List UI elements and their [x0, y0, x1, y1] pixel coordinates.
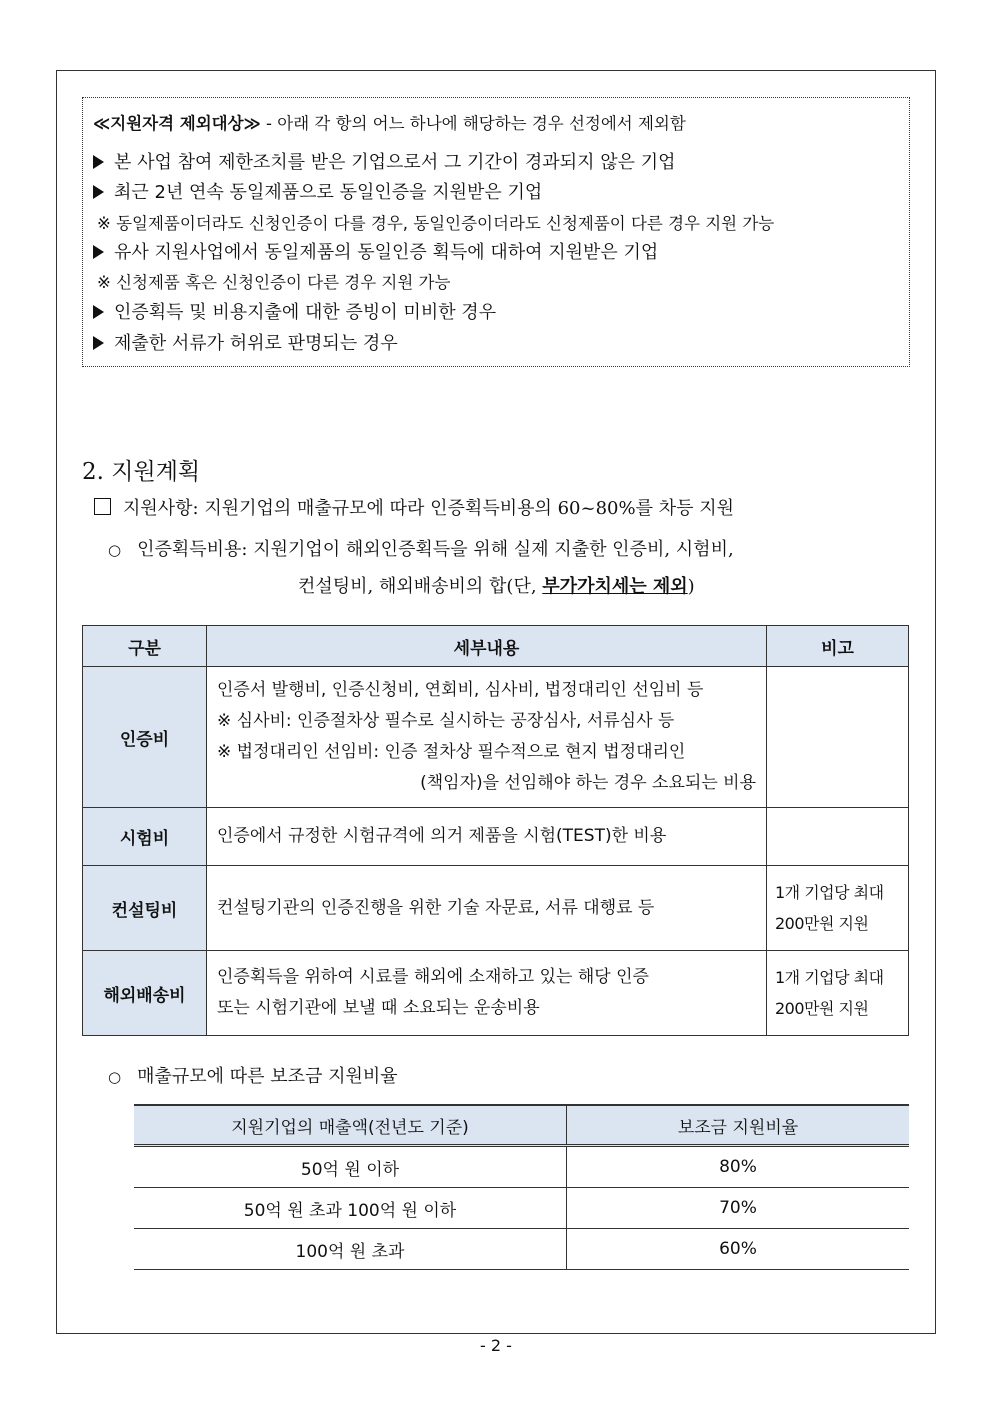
category-cell: 해외배송비 — [83, 951, 207, 1036]
category-cell: 시험비 — [83, 808, 207, 866]
exclusion-note: ※ 신청제품 혹은 신청인증이 다른 경우 지원 가능 — [97, 273, 451, 292]
cost-line-continued: 컨설팅비, 해외배송비의 합(단, 부가가치세는 제외) — [298, 576, 695, 597]
exclusion-header: ≪지원자격 제외대상≫ - 아래 각 항의 어느 하나에 해당하는 경우 선정에서 제외함 — [93, 114, 686, 133]
support-line: 지원사항: 지원기업의 매출규모에 따라 인증획득비용의 60~80%를 차등 지원 — [94, 494, 734, 520]
exclusion-box — [82, 97, 910, 367]
exclusion-item: 인증획득 및 비용지출에 대한 증빙이 미비한 경우 — [93, 298, 496, 324]
detail-cell: 인증획득을 위하여 시료를 해외에 소재하고 있는 해당 인증 또는 시험기관에 보낼 때 소요되는 운송비용 — [207, 951, 767, 1036]
triangle-bullet-icon — [93, 185, 104, 199]
section-title: 2. 지원계획 — [82, 459, 201, 485]
cost-table — [82, 625, 909, 1036]
triangle-bullet-icon — [93, 305, 104, 319]
circle-bullet-icon: ○ — [108, 541, 122, 559]
table-row — [83, 667, 909, 808]
triangle-bullet-icon — [93, 155, 104, 169]
column-header: 구분 — [83, 626, 207, 667]
table-row: 100억 원 초과 60% — [134, 1229, 909, 1270]
detail-cell: 인증에서 규정한 시험규격에 의거 제품을 시험(TEST)한 비용 — [207, 808, 767, 866]
note-cell: 1개 기업당 최대 200만원 지원 — [767, 866, 909, 951]
exclusion-item: 유사 지원사업에서 동일제품의 동일인증 획득에 대하여 지원받은 기업 — [93, 238, 658, 264]
detail-cell: 인증서 발행비, 인증신청비, 연회비, 심사비, 법정대리인 선임비 등 ※ 심사비: 인증절차상 필수로 실시하는 공장심사, 서류심사 등 ※ 법정대리인 선임비: 인증 절차상 필수적으로 현지 법정대리인 (책임자)을 선임해야 하는 경우 소요되는 비용 — [207, 667, 767, 808]
table-row — [83, 951, 909, 1036]
table-row: 50억 원 이하 80% — [134, 1146, 909, 1188]
note-cell — [767, 667, 909, 808]
category-cell: 인증비 — [83, 667, 207, 808]
column-header: 세부내용 — [207, 626, 767, 667]
column-header: 보조금 지원비율 — [567, 1105, 910, 1146]
column-header: 지원기업의 매출액(전년도 기준) — [134, 1105, 567, 1146]
category-cell: 컨설팅비 — [83, 866, 207, 951]
rate-title: ○ 매출규모에 따른 보조금 지원비율 — [108, 1066, 398, 1087]
note-cell: 1개 기업당 최대 200만원 지원 — [767, 951, 909, 1036]
table-row: 50억 원 초과 100억 원 이하 70% — [134, 1188, 909, 1229]
exclusion-item: 본 사업 참여 제한조치를 받은 기업으로서 그 기간이 경과되지 않은 기업 — [93, 148, 675, 174]
table-header-row — [134, 1105, 909, 1146]
table-row — [83, 808, 909, 866]
exclusion-item: 최근 2년 연속 동일제품으로 동일인증을 지원받은 기업 — [93, 178, 542, 204]
rate-table — [134, 1104, 909, 1270]
triangle-bullet-icon — [93, 245, 104, 259]
circle-bullet-icon: ○ — [108, 1068, 122, 1086]
exclusion-item: 제출한 서류가 허위로 판명되는 경우 — [93, 329, 398, 355]
note-cell — [767, 808, 909, 866]
exclusion-note: ※ 동일제품이더라도 신청인증이 다를 경우, 동일인증이더라도 신청제품이 다른 경우 지원 가능 — [97, 214, 775, 233]
column-header: 비고 — [767, 626, 909, 667]
page-number: - 2 - — [480, 1336, 512, 1355]
triangle-bullet-icon — [93, 336, 104, 350]
checkbox-square-icon — [94, 498, 111, 515]
detail-cell: 컨설팅기관의 인증진행을 위한 기술 자문료, 서류 대행료 등 — [207, 866, 767, 951]
table-row — [83, 866, 909, 951]
table-header-row — [83, 626, 909, 667]
cost-line: ○ 인증획득비용: 지원기업이 해외인증획득을 위해 실제 지출한 인증비, 시험비, — [108, 539, 734, 560]
